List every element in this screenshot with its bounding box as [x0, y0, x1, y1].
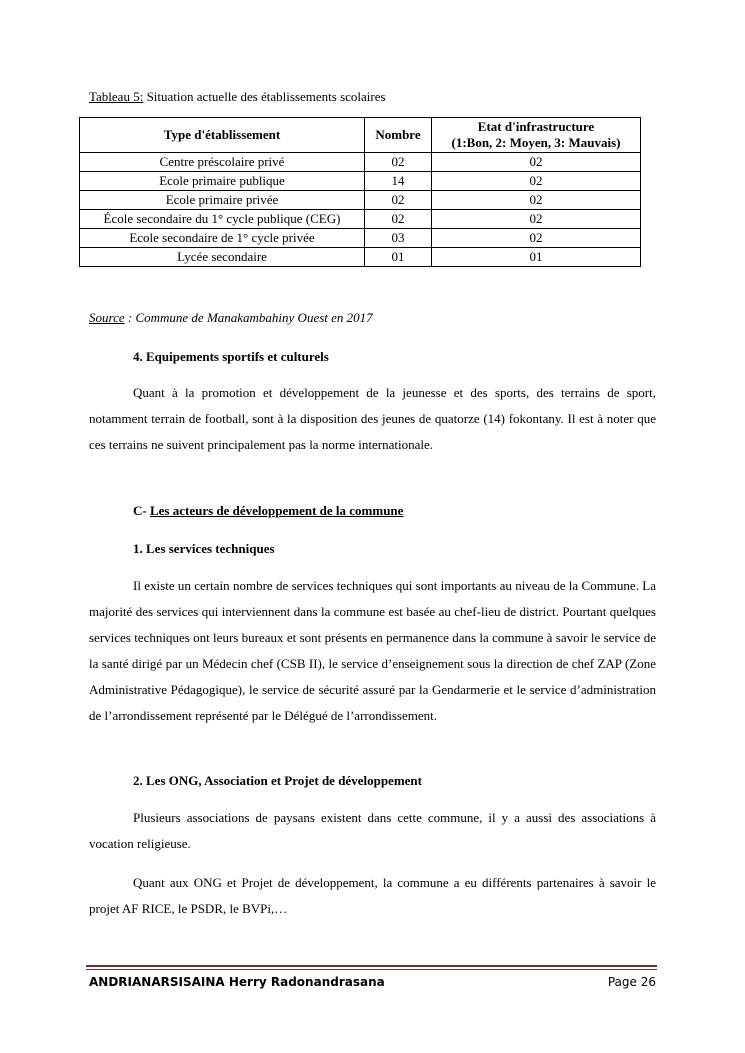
cell-etat: 01 [432, 248, 641, 267]
source-label: Source [89, 310, 125, 325]
cell-etat: 02 [432, 210, 641, 229]
paragraph-sports: Quant à la promotion et développement de la jeunesse et des sports, des terrains de sport, notamment terrain de football, sont à la disposition des jeunes de quatorze (14) fokontany. Il est à noter que ces terrains ne suivent principalement pas la norme internationale. [89, 385, 656, 452]
cell-type: Lycée secondaire [80, 248, 365, 267]
table-header-row [80, 118, 641, 153]
schools-table [79, 117, 641, 267]
cell-type: École secondaire du 1° cycle publique (CEG) [80, 210, 365, 229]
cell-type: Ecole primaire privée [80, 191, 365, 210]
caption-label: Tableau 5: [89, 89, 144, 104]
cell-etat: 02 [432, 172, 641, 191]
table-caption [89, 89, 386, 105]
footer-rule-thin [86, 969, 657, 970]
paragraph-associations: Plusieurs associations de paysans existent dans cette commune, il y a aussi des associations à vocation religieuse. [89, 810, 656, 851]
heading-services-techniques: 1. Les services techniques [133, 541, 275, 556]
table-row [80, 248, 641, 267]
paragraph-partenaires: Quant aux ONG et Projet de développement, la commune a eu différents partenaires à savoir le projet AF RICE, le PSDR, le BVPi,… [89, 875, 656, 916]
cell-type: Centre préscolaire privé [80, 153, 365, 172]
header-etat-line1: Etat d'infrastructure [477, 119, 595, 134]
cell-nombre: 01 [365, 248, 432, 267]
caption-text: Situation actuelle des établissements scolaires [143, 89, 386, 104]
heading-acteurs-prefix: C- [133, 503, 150, 518]
cell-type: Ecole primaire publique [80, 172, 365, 191]
table-row [80, 191, 641, 210]
footer-rule-thick [86, 965, 657, 967]
header-type: Type d'établissement [80, 118, 365, 153]
cell-nombre: 02 [365, 191, 432, 210]
cell-etat: 02 [432, 191, 641, 210]
footer-author: ANDRIANARSISAINA Herry Radonandrasana [89, 975, 385, 989]
table-row [80, 210, 641, 229]
table-source [89, 310, 373, 326]
cell-nombre: 03 [365, 229, 432, 248]
heading-ong: 2. Les ONG, Association et Projet de développement [133, 773, 422, 788]
cell-nombre: 02 [365, 153, 432, 172]
source-text: : Commune de Manakambahiny Ouest en 2017 [124, 310, 373, 325]
heading-acteurs [133, 503, 403, 519]
paragraph-services: Il existe un certain nombre de services techniques qui sont importants au niveau de la Commune. La majorité des services qui interviennent dans la commune est basée au chef-lieu de district. Pourtant quelques services techniques ont leurs bureaux et sont présents en permanence dans la commune à savoir le service de la santé dirigé par un Médecin chef (CSB II), le service d’enseignement sous la direction de chef ZAP (Zone Administrative Pédagogique), le service de sécurité assuré par la Gendarmerie et le service d’administration de l’arrondissement représenté par le Délégué de l’arrondissement. [89, 578, 656, 723]
heading-equipements: 4. Equipements sportifs et culturels [133, 349, 329, 364]
table-row [80, 172, 641, 191]
header-etat [432, 118, 641, 153]
table-row [80, 153, 641, 172]
table-row [80, 229, 641, 248]
header-etat-line2: (1:Bon, 2: Moyen, 3: Mauvais) [451, 135, 621, 150]
footer-page-number: Page 26 [607, 975, 656, 989]
cell-etat: 02 [432, 229, 641, 248]
header-nombre: Nombre [365, 118, 432, 153]
cell-nombre: 14 [365, 172, 432, 191]
heading-acteurs-title: Les acteurs de développement de la commune [149, 503, 404, 518]
cell-type: Ecole secondaire de 1° cycle privée [80, 229, 365, 248]
cell-nombre: 02 [365, 210, 432, 229]
cell-etat: 02 [432, 153, 641, 172]
